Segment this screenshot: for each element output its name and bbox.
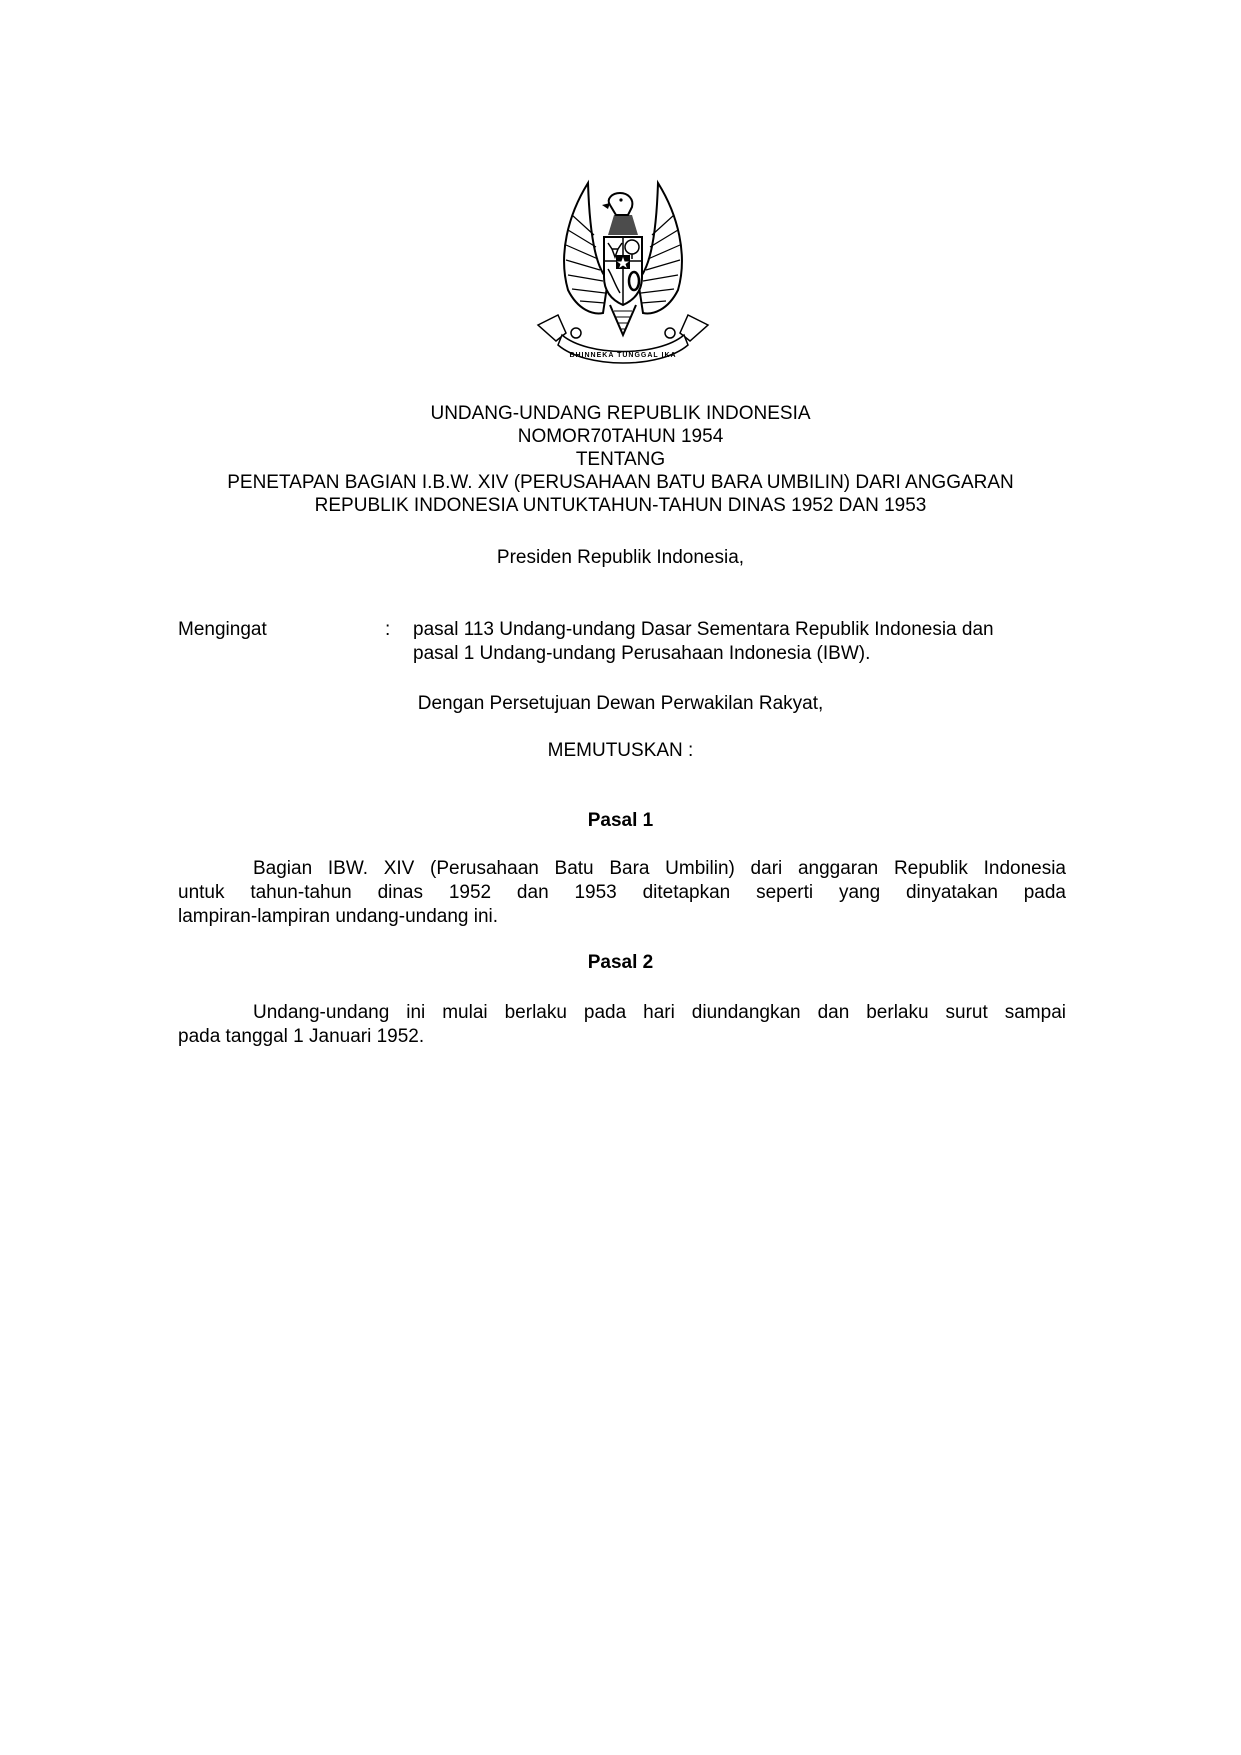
document-title-block (0, 402, 1241, 517)
article-2-heading: Pasal 2 (587, 952, 654, 973)
article-line: Bagian IBW. XIV (Perusahaan Batu Bara Umbilin) dari anggaran Republik Indonesia (253, 858, 1066, 879)
law-title: UNDANG-UNDANG REPUBLIK INDONESIA (430, 403, 811, 424)
decision-heading: MEMUTUSKAN : (547, 740, 694, 761)
law-subject-line2: REPUBLIK INDONESIA UNTUKTAHUN-TAHUN DINAS 1952 DAN 1953 (314, 495, 927, 516)
article-2-body (178, 1001, 1066, 1049)
mengingat-line: pasal 113 Undang-undang Dasar Sementara Republik Indonesia dan (413, 619, 994, 640)
law-about-label: TENTANG (575, 449, 666, 470)
garuda-emblem-icon (528, 175, 718, 380)
article-1-body (178, 857, 1066, 929)
consent-statement: Dengan Persetujuan Dewan Perwakilan Rakyat, (417, 693, 824, 714)
article-1-heading: Pasal 1 (587, 810, 654, 831)
article-line: lampiran-lampiran undang-undang ini. (178, 906, 499, 927)
article-line: pada tanggal 1 Januari 1952. (178, 1026, 425, 1047)
mengingat-label: Mengingat (178, 619, 267, 640)
mengingat-colon: : (385, 619, 391, 640)
article-line: Undang-undang ini mulai berlaku pada hari diundangkan dan berlaku surut sampai (253, 1002, 1066, 1023)
law-subject-line1: PENETAPAN BAGIAN I.B.W. XIV (PERUSAHAAN BATU BARA UMBILIN) DARI ANGGARAN (227, 472, 1014, 493)
mengingat-line: pasal 1 Undang-undang Perusahaan Indonesia (IBW). (413, 643, 871, 664)
preamble: Presiden Republik Indonesia, (496, 547, 745, 568)
article-line: untuk tahun-tahun dinas 1952 dan 1953 ditetapkan seperti yang dinyatakan pada (178, 882, 1066, 903)
mengingat-content (413, 618, 1073, 666)
law-number: NOMOR70TAHUN 1954 (517, 426, 724, 447)
svg-text:BHINNEKA TUNGGAL IKA: BHINNEKA TUNGGAL IKA (569, 352, 677, 359)
